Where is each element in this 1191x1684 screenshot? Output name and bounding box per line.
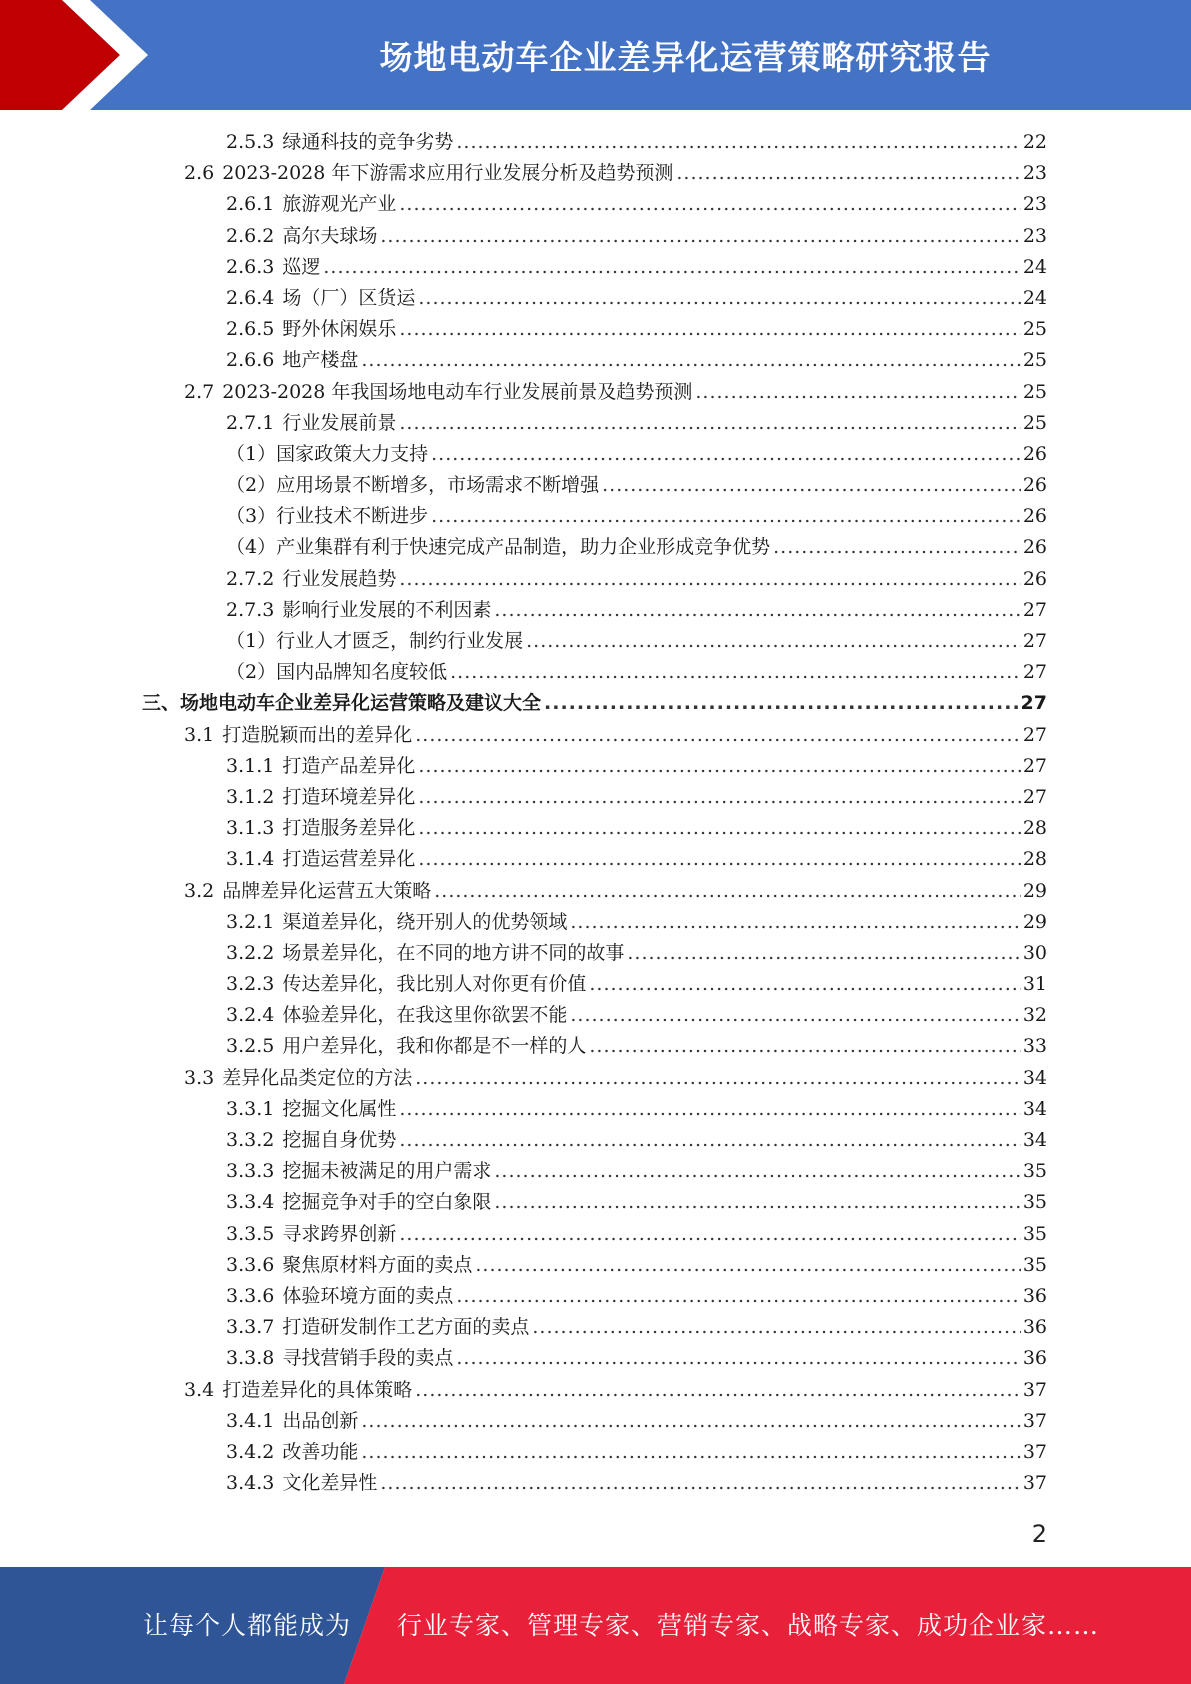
toc-entry-number: 3.2.2 xyxy=(226,941,275,964)
toc-dot-leader xyxy=(380,1468,1020,1499)
toc-entry[interactable] xyxy=(0,626,1047,657)
toc-entry-title xyxy=(226,1250,475,1281)
toc-entry-number: 3.1.3 xyxy=(226,817,275,840)
toc-entry-title xyxy=(226,532,773,563)
toc-entry-number: 2.6.6 xyxy=(226,349,275,372)
toc-entry-number: 3.2.1 xyxy=(226,910,275,933)
toc-entry-page: 37 xyxy=(1022,1472,1047,1495)
toc-entry-page: 31 xyxy=(1022,973,1047,996)
toc-entry[interactable] xyxy=(0,595,1047,626)
toc-entry-page: 24 xyxy=(1022,286,1047,309)
toc-entry[interactable] xyxy=(0,907,1047,938)
toc-entry-title xyxy=(184,1063,415,1094)
toc-entry-number: 3.4.2 xyxy=(226,1440,275,1463)
toc-entry-label: 渠道差异化，绕开别人的优势领域 xyxy=(282,910,568,933)
toc-entry-label: 产业集群有利于快速完成产品制造，助力企业形成竞争优势 xyxy=(276,536,771,559)
toc-entry-page: 36 xyxy=(1022,1347,1047,1370)
toc-entry-label: 出品创新 xyxy=(282,1409,359,1432)
toc-entry-label: 传达差异化，我比别人对你更有价值 xyxy=(282,973,587,996)
toc-entry-number: 3.2.4 xyxy=(226,1004,275,1027)
toc-entry-page: 25 xyxy=(1022,318,1047,341)
toc-entry[interactable] xyxy=(0,127,1047,158)
toc-entry[interactable] xyxy=(0,1094,1047,1125)
toc-entry[interactable] xyxy=(0,189,1047,220)
toc-entry-label: 聚焦原材料方面的卖点 xyxy=(282,1253,473,1276)
toc-entry-title xyxy=(226,1406,361,1437)
toc-entry-title xyxy=(226,1281,456,1312)
toc-entry-number: 2.7.1 xyxy=(226,411,275,434)
toc-entry-page: 29 xyxy=(1022,879,1047,902)
toc-dot-leader xyxy=(361,1406,1020,1437)
toc-entry-number: （3） xyxy=(226,505,277,528)
toc-dot-leader xyxy=(570,1000,1020,1031)
toc-entry-title xyxy=(226,626,526,657)
toc-entry-page: 30 xyxy=(1022,941,1047,964)
table-of-contents xyxy=(0,127,1191,1499)
toc-dot-leader xyxy=(431,501,1021,532)
footer-slogan-right: 行业专家、管理专家、营销专家、战略专家、成功企业家…… xyxy=(397,1611,1100,1640)
toc-entry-title xyxy=(226,1219,399,1250)
toc-entry-page: 27 xyxy=(1022,661,1047,684)
toc-dot-leader xyxy=(526,626,1021,657)
toc-entry-title xyxy=(226,189,399,220)
toc-dot-leader xyxy=(415,1375,1021,1406)
toc-entry[interactable] xyxy=(0,844,1047,875)
toc-entry-page: 34 xyxy=(1022,1129,1047,1151)
toc-dot-leader xyxy=(418,813,1020,844)
toc-entry-number: 2.6.5 xyxy=(226,318,275,341)
toc-entry-label: 地产楼盘 xyxy=(282,349,359,372)
header-arrow-decoration xyxy=(0,0,160,110)
toc-entry-number: 3.3.5 xyxy=(226,1222,275,1245)
toc-entry-title xyxy=(184,720,415,751)
toc-entry-page: 22 xyxy=(1022,131,1047,153)
toc-entry[interactable] xyxy=(0,1156,1047,1187)
toc-dot-leader xyxy=(418,782,1020,813)
toc-entry[interactable] xyxy=(0,751,1047,782)
toc-dot-leader xyxy=(494,1187,1020,1218)
toc-entry-title xyxy=(226,127,456,158)
toc-entry-number: 2.6.2 xyxy=(226,224,275,247)
toc-entry-number: 3.4 xyxy=(184,1378,215,1401)
toc-entry-page: 37 xyxy=(1022,1378,1047,1401)
toc-dot-leader xyxy=(773,532,1021,563)
toc-dot-leader xyxy=(456,127,1020,158)
toc-dot-leader xyxy=(494,595,1020,626)
toc-entry-number: 2.6 xyxy=(184,162,215,185)
toc-entry-title xyxy=(226,751,418,782)
toc-entry[interactable] xyxy=(0,532,1047,563)
toc-entry[interactable] xyxy=(0,1468,1047,1499)
toc-entry[interactable] xyxy=(0,439,1047,470)
toc-entry-title xyxy=(226,657,450,688)
toc-dot-leader xyxy=(380,221,1020,252)
toc-entry[interactable] xyxy=(0,876,1047,907)
toc-entry[interactable] xyxy=(0,969,1047,1000)
toc-entry-title xyxy=(226,907,570,938)
toc-entry-page: 36 xyxy=(1022,1284,1047,1307)
toc-entry-title xyxy=(226,221,380,252)
toc-entry-title xyxy=(184,876,434,907)
toc-entry-title xyxy=(226,283,418,314)
toc-entry-title xyxy=(226,1031,589,1062)
toc-entry-number: 3.3.6 xyxy=(226,1253,275,1276)
page-footer xyxy=(0,1567,1191,1684)
toc-entry[interactable] xyxy=(0,1406,1047,1437)
toc-dot-leader xyxy=(418,283,1020,314)
toc-dot-leader xyxy=(627,938,1020,969)
toc-entry-label: 影响行业发展的不利因素 xyxy=(282,598,492,621)
toc-dot-leader xyxy=(456,1343,1020,1374)
toc-entry-page: 34 xyxy=(1022,1066,1047,1089)
toc-entry-label: 国内品牌知名度较低 xyxy=(276,661,448,684)
toc-entry-number: 2.7 xyxy=(184,380,215,403)
toc-entry-title xyxy=(226,1000,570,1031)
toc-entry-label: 国家政策大力支持 xyxy=(276,442,429,465)
toc-entry-label: 野外休闲娱乐 xyxy=(282,318,397,341)
toc-entry-number: 3.1.1 xyxy=(226,754,275,777)
toc-entry-number: （2） xyxy=(226,474,277,497)
toc-dot-leader xyxy=(399,564,1020,595)
toc-entry-page: 26 xyxy=(1022,442,1047,465)
toc-entry-number: 2.7.2 xyxy=(226,567,275,590)
toc-entry-title xyxy=(226,1437,361,1468)
toc-entry[interactable] xyxy=(0,1187,1047,1218)
toc-entry-number: 2.6.3 xyxy=(226,255,275,278)
toc-entry-label: 2023-2028 年下游需求应用行业发展分析及趋势预测 xyxy=(222,162,674,185)
toc-entry-number: 3.2.3 xyxy=(226,973,275,996)
toc-dot-leader xyxy=(399,408,1020,439)
toc-entry-title xyxy=(226,501,431,532)
toc-entry-title xyxy=(226,252,323,283)
toc-entry-title xyxy=(226,1312,532,1343)
toc-entry[interactable] xyxy=(0,1343,1047,1374)
toc-entry[interactable] xyxy=(0,470,1047,501)
toc-entry-label: 打造脱颖而出的差异化 xyxy=(222,723,413,746)
toc-entry[interactable] xyxy=(0,314,1047,345)
toc-entry[interactable] xyxy=(0,345,1047,376)
toc-dot-leader xyxy=(415,1063,1021,1094)
toc-entry-number: （1） xyxy=(226,442,277,465)
toc-entry-page: 26 xyxy=(1022,474,1047,497)
toc-dot-leader xyxy=(399,1125,1020,1156)
toc-entry-page: 35 xyxy=(1022,1191,1047,1214)
toc-entry[interactable] xyxy=(0,1312,1047,1343)
toc-entry[interactable] xyxy=(0,938,1047,969)
toc-entry-number: 3.2.5 xyxy=(226,1035,275,1058)
toc-entry-label: 品牌差异化运营五大策略 xyxy=(222,879,432,902)
toc-entry-label: 场（厂）区货运 xyxy=(282,286,416,309)
toc-entry-page: 25 xyxy=(1022,411,1047,434)
page-header xyxy=(0,0,1191,110)
toc-entry-title xyxy=(226,844,418,875)
toc-entry-page: 25 xyxy=(1022,349,1047,372)
toc-entry-label: 行业发展趋势 xyxy=(282,567,397,590)
toc-entry-title xyxy=(226,314,399,345)
toc-entry-number: （2） xyxy=(226,661,277,684)
toc-entry[interactable] xyxy=(0,221,1047,252)
toc-dot-leader xyxy=(532,1312,1020,1343)
toc-entry-page: 32 xyxy=(1022,1004,1047,1027)
toc-dot-leader xyxy=(544,688,1019,719)
toc-entry-label: 文化差异性 xyxy=(282,1472,378,1495)
toc-entry-title xyxy=(142,688,544,719)
toc-entry-page: 28 xyxy=(1022,817,1047,840)
toc-entry-page: 23 xyxy=(1022,193,1047,216)
toc-entry[interactable] xyxy=(0,813,1047,844)
toc-dot-leader xyxy=(361,345,1020,376)
toc-entry-page: 27 xyxy=(1022,785,1047,808)
toc-entry-label: 场景差异化，在不同的地方讲不同的故事 xyxy=(282,941,625,964)
toc-entry-label: 行业技术不断进步 xyxy=(276,505,429,528)
toc-entry-title xyxy=(226,408,399,439)
toc-entry-number: 2.6.1 xyxy=(226,193,275,216)
toc-entry[interactable] xyxy=(0,252,1047,283)
toc-entry[interactable] xyxy=(0,782,1047,813)
toc-entry-title xyxy=(226,595,494,626)
toc-dot-leader xyxy=(676,158,1020,189)
toc-entry[interactable] xyxy=(0,1281,1047,1312)
toc-entry-label: 挖掘未被满足的用户需求 xyxy=(282,1160,492,1183)
report-title: 场地电动车企业差异化运营策略研究报告 xyxy=(379,37,992,77)
toc-entry-page: 27 xyxy=(1022,723,1047,746)
toc-entry-title xyxy=(226,1094,399,1125)
toc-dot-leader xyxy=(399,314,1020,345)
toc-entry-number: 3.1 xyxy=(184,723,215,746)
toc-entry-label: 挖掘竞争对手的空白象限 xyxy=(282,1191,492,1214)
toc-entry[interactable] xyxy=(0,1437,1047,1468)
toc-dot-leader xyxy=(589,1031,1020,1062)
toc-entry-title xyxy=(226,1187,494,1218)
toc-entry-page: 23 xyxy=(1022,162,1047,185)
toc-entry-label: 旅游观光产业 xyxy=(282,193,397,216)
toc-entry-label: 打造环境差异化 xyxy=(282,785,416,808)
toc-dot-leader xyxy=(399,1219,1020,1250)
toc-entry-label: 寻求跨界创新 xyxy=(282,1222,397,1245)
page-number: 2 xyxy=(1031,1520,1047,1548)
toc-entry-number: 三、 xyxy=(142,692,181,715)
toc-entry-title xyxy=(226,782,418,813)
toc-entry-title xyxy=(226,969,589,1000)
toc-dot-leader xyxy=(415,720,1021,751)
toc-entry-title xyxy=(226,1468,380,1499)
toc-entry-title xyxy=(226,813,418,844)
toc-entry-page: 34 xyxy=(1022,1097,1047,1120)
toc-entry-page: 29 xyxy=(1022,910,1047,933)
toc-entry[interactable] xyxy=(0,1125,1047,1156)
toc-dot-leader xyxy=(456,1281,1020,1312)
toc-entry-number: 3.1.2 xyxy=(226,785,275,808)
toc-dot-leader xyxy=(570,907,1020,938)
toc-entry[interactable] xyxy=(0,564,1047,595)
toc-dot-leader xyxy=(475,1250,1020,1281)
toc-entry-page: 37 xyxy=(1022,1440,1047,1463)
toc-entry-title xyxy=(226,938,627,969)
footer-slogan-left: 让每个人都能成为 xyxy=(143,1611,352,1640)
toc-entry-number: 3.3.8 xyxy=(226,1347,275,1370)
toc-entry-label: 应用场景不断增多，市场需求不断增强 xyxy=(276,474,600,497)
toc-entry[interactable] xyxy=(0,1375,1047,1406)
toc-entry-number: 3.4.3 xyxy=(226,1472,275,1495)
toc-entry-label: 体验差异化，在我这里你欲罢不能 xyxy=(282,1004,568,1027)
toc-entry-page: 28 xyxy=(1022,848,1047,871)
toc-entry-label: 用户差异化，我和你都是不一样的人 xyxy=(282,1035,587,1058)
toc-entry-label: 打造产品差异化 xyxy=(282,754,416,777)
toc-entry[interactable] xyxy=(0,1063,1047,1094)
toc-entry-title xyxy=(226,1343,456,1374)
toc-dot-leader xyxy=(602,470,1021,501)
toc-entry-page: 27 xyxy=(1022,598,1047,621)
toc-entry-title xyxy=(226,1156,494,1187)
toc-entry[interactable] xyxy=(0,657,1047,688)
toc-dot-leader xyxy=(399,1094,1020,1125)
toc-entry[interactable] xyxy=(0,158,1047,189)
toc-entry-page: 25 xyxy=(1022,380,1047,403)
toc-entry-number: （4） xyxy=(226,536,277,559)
toc-entry-label: 体验环境方面的卖点 xyxy=(282,1284,454,1307)
toc-entry-title xyxy=(226,439,431,470)
toc-entry-title xyxy=(226,564,399,595)
toc-entry[interactable] xyxy=(0,501,1047,532)
toc-entry-number: 3.3.2 xyxy=(226,1129,275,1151)
toc-entry[interactable] xyxy=(0,377,1047,408)
toc-entry[interactable] xyxy=(0,1000,1047,1031)
toc-entry-page: 26 xyxy=(1022,567,1047,590)
toc-dot-leader xyxy=(418,844,1020,875)
toc-entry-label: 打造研发制作工艺方面的卖点 xyxy=(282,1316,530,1339)
toc-entry-number: 3.4.1 xyxy=(226,1409,275,1432)
toc-dot-leader xyxy=(431,439,1021,470)
toc-entry-label: 场地电动车企业差异化运营策略及建议大全 xyxy=(180,692,542,715)
toc-entry-number: 3.3.4 xyxy=(226,1191,275,1214)
toc-entry-label: 行业发展前景 xyxy=(282,411,397,434)
toc-entry-page: 23 xyxy=(1022,224,1047,247)
toc-entry-title xyxy=(184,377,695,408)
toc-entry-number: （1） xyxy=(226,630,277,652)
toc-dot-leader xyxy=(399,189,1020,220)
toc-entry-label: 高尔夫球场 xyxy=(282,224,378,247)
toc-entry-page: 27 xyxy=(1022,630,1047,652)
toc-dot-leader xyxy=(695,377,1020,408)
toc-entry[interactable] xyxy=(0,1219,1047,1250)
toc-entry-label: 打造差异化的具体策略 xyxy=(222,1378,413,1401)
toc-entry-label: 打造服务差异化 xyxy=(282,817,416,840)
toc-entry-label: 2023-2028 年我国场地电动车行业发展前景及趋势预测 xyxy=(222,380,693,403)
toc-entry-title xyxy=(184,158,676,189)
toc-entry-label: 差异化品类定位的方法 xyxy=(222,1066,413,1089)
toc-entry-number: 2.5.3 xyxy=(226,131,275,153)
toc-entry-label: 巡逻 xyxy=(282,255,321,278)
toc-dot-leader xyxy=(434,876,1021,907)
toc-dot-leader xyxy=(494,1156,1020,1187)
toc-entry-page: 37 xyxy=(1022,1409,1047,1432)
toc-entry-label: 行业人才匮乏，制约行业发展 xyxy=(276,630,524,652)
toc-entry-number: 3.3.1 xyxy=(226,1097,275,1120)
toc-entry-page: 27 xyxy=(1020,692,1047,715)
toc-entry[interactable] xyxy=(0,408,1047,439)
toc-entry-number: 2.7.3 xyxy=(226,598,275,621)
toc-entry[interactable] xyxy=(0,688,1047,719)
toc-entry-title xyxy=(184,1375,415,1406)
toc-entry-page: 33 xyxy=(1022,1035,1047,1058)
toc-dot-leader xyxy=(418,751,1020,782)
toc-entry-page: 35 xyxy=(1022,1222,1047,1245)
toc-entry-label: 寻找营销手段的卖点 xyxy=(282,1347,454,1370)
toc-entry-label: 打造运营差异化 xyxy=(282,848,416,871)
toc-entry-page: 35 xyxy=(1022,1160,1047,1183)
toc-entry-label: 挖掘文化属性 xyxy=(282,1097,397,1120)
toc-entry[interactable] xyxy=(0,1250,1047,1281)
toc-dot-leader xyxy=(361,1437,1020,1468)
toc-entry-page: 27 xyxy=(1022,754,1047,777)
toc-dot-leader xyxy=(323,252,1020,283)
toc-entry-title xyxy=(226,345,361,376)
toc-entry-number: 3.3.6 xyxy=(226,1284,275,1307)
toc-entry-label: 挖掘自身优势 xyxy=(282,1129,397,1151)
toc-dot-leader xyxy=(450,657,1021,688)
toc-entry-label: 改善功能 xyxy=(282,1440,359,1463)
toc-entry-number: 3.3.3 xyxy=(226,1160,275,1183)
toc-entry-page: 24 xyxy=(1022,255,1047,278)
toc-entry-number: 2.6.4 xyxy=(226,286,275,309)
toc-entry-title xyxy=(226,470,602,501)
toc-entry-page: 26 xyxy=(1022,505,1047,528)
toc-entry-label: 绿通科技的竞争劣势 xyxy=(282,131,454,153)
toc-entry-page: 36 xyxy=(1022,1316,1047,1339)
toc-entry-title xyxy=(226,1125,399,1156)
toc-entry-number: 3.2 xyxy=(184,879,215,902)
toc-entry[interactable] xyxy=(0,1031,1047,1062)
toc-entry[interactable] xyxy=(0,283,1047,314)
toc-entry[interactable] xyxy=(0,720,1047,751)
toc-entry-page: 26 xyxy=(1022,536,1047,559)
toc-entry-number: 3.3.7 xyxy=(226,1316,275,1339)
toc-entry-page: 35 xyxy=(1022,1253,1047,1276)
toc-entry-number: 3.1.4 xyxy=(226,848,275,871)
toc-entry-number: 3.3 xyxy=(184,1066,215,1089)
toc-dot-leader xyxy=(589,969,1020,1000)
